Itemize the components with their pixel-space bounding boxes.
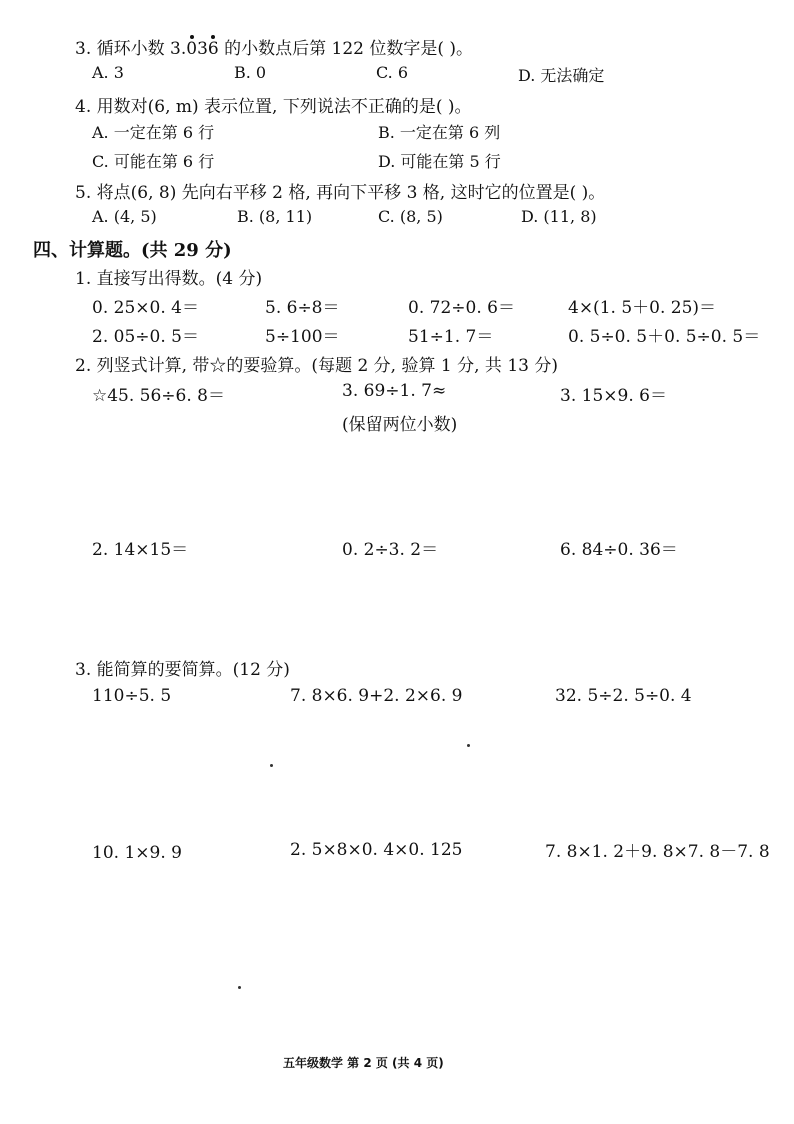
q3-option-c: C. 6: [376, 63, 409, 82]
q4-option-d: D. 可能在第 5 行: [378, 152, 501, 171]
q3-option-a: A. 3: [92, 63, 124, 82]
q3-option-d: D. 无法确定: [518, 66, 605, 85]
q4-option-c: C. 可能在第 6 行: [92, 152, 215, 171]
vertical-calc-6: 6. 84÷0. 36＝: [560, 540, 678, 560]
direct-calc-5: 2. 05÷0. 5＝: [92, 327, 199, 347]
simplify-calc-1: 110÷5. 5: [92, 686, 172, 706]
q5-option-c: C. (8, 5): [378, 207, 443, 226]
q4-option-b: B. 一定在第 6 列: [378, 123, 501, 142]
q5-option-b: B. (8, 11): [237, 207, 313, 226]
direct-calc-1: 0. 25×0. 4＝: [92, 298, 199, 318]
simplify-calc-5: 2. 5×8×0. 4×0. 125: [290, 840, 463, 860]
page-footer: 五年级数学 第 2 页 (共 4 页): [283, 1056, 444, 1070]
q5-option-a: A. (4, 5): [92, 207, 157, 226]
simplify-calc-4: 10. 1×9. 9: [92, 843, 182, 863]
repeating-digit-middle: 3: [197, 39, 208, 59]
part-2-title: 2. 列竖式计算, 带☆的要验算。(每题 2 分, 验算 1 分, 共 13 分): [75, 356, 558, 376]
scan-speck: [238, 986, 241, 989]
scan-speck: [467, 744, 470, 747]
vertical-calc-3: 3. 15×9. 6＝: [560, 386, 667, 406]
question-4: 4. 用数对(6, m) 表示位置, 下列说法不正确的是( )。: [75, 97, 472, 117]
part-3-title: 3. 能简算的要简算。(12 分): [75, 660, 290, 680]
simplify-calc-6: 7. 8×1. 2＋9. 8×7. 8－7. 8: [545, 842, 770, 862]
vertical-calc-4: 2. 14×15＝: [92, 540, 189, 560]
vertical-calc-1: ☆45. 56÷6. 8＝: [92, 386, 225, 406]
question-5: 5. 将点(6, 8) 先向右平移 2 格, 再向下平移 3 格, 这时它的位置是( )。: [75, 183, 606, 203]
q4-option-a: A. 一定在第 6 行: [92, 123, 215, 142]
section-4-title: 四、计算题。(共 29 分): [33, 240, 232, 261]
question-3-prefix: 3. 循环小数 3.: [75, 39, 187, 59]
simplify-calc-2: 7. 8×6. 9+2. 2×6. 9: [290, 686, 463, 706]
direct-calc-8: 0. 5÷0. 5＋0. 5÷0. 5＝: [568, 327, 761, 347]
question-3: [75, 34, 473, 59]
repeating-digit-start: 0: [186, 39, 198, 59]
vertical-calc-2: 3. 69÷1. 7≈: [342, 381, 447, 401]
direct-calc-2: 5. 6÷8＝: [265, 298, 340, 318]
direct-calc-3: 0. 72÷0. 6＝: [408, 298, 515, 318]
rounding-note: (保留两位小数): [342, 415, 458, 435]
direct-calc-7: 51÷1. 7＝: [408, 327, 494, 347]
simplify-calc-3: 32. 5÷2. 5÷0. 4: [555, 686, 692, 706]
question-3-suffix: 的小数点后第 122 位数字是( )。: [218, 39, 474, 59]
part-1-title: 1. 直接写出得数。(4 分): [75, 269, 263, 289]
scan-speck: [270, 764, 273, 767]
q3-option-b: B. 0: [234, 63, 267, 82]
repeating-digit-end: 6: [207, 39, 219, 59]
vertical-calc-5: 0. 2÷3. 2＝: [342, 540, 439, 560]
q5-option-d: D. (11, 8): [521, 207, 597, 226]
direct-calc-6: 5÷100＝: [265, 327, 340, 347]
direct-calc-4: 4×(1. 5＋0. 25)＝: [568, 298, 717, 318]
